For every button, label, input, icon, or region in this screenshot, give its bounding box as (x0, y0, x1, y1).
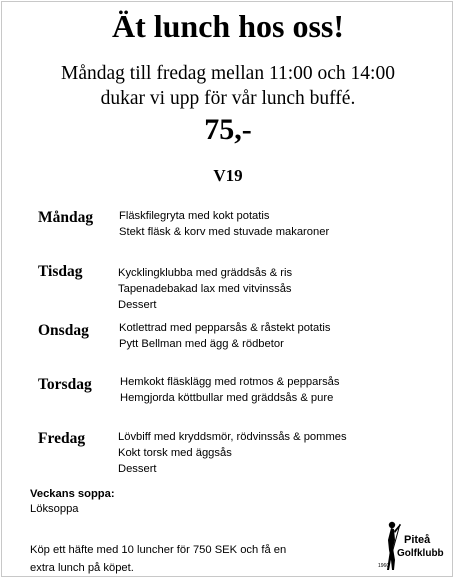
day-friday: Fredag (38, 430, 86, 447)
soup-label: Veckans soppa: (30, 488, 115, 500)
day-tuesday: Tisdag (38, 263, 83, 280)
price: 75,- (204, 113, 252, 146)
dish-friday-1: Lövbiff med kryddsmör, rödvinssås & pommes (118, 431, 347, 443)
day-monday: Måndag (38, 209, 94, 226)
day-thursday: Torsdag (38, 376, 92, 393)
day-wednesday: Onsdag (38, 322, 89, 339)
dish-tuesday-3: Dessert (118, 299, 157, 311)
page-title: Ät lunch hos oss! (111, 8, 345, 44)
dish-tuesday-1: Kycklingklubba med gräddsås & ris (118, 267, 293, 279)
logo-year: 1960 (378, 563, 390, 569)
offer-line-1: Köp ett häfte med 10 luncher för 750 SEK och få en (30, 544, 287, 556)
dish-friday-2: Kokt torsk med äggsås (118, 447, 232, 459)
dish-wednesday-1: Kotlettrad med pepparsås & råstekt potatis (119, 322, 331, 334)
logo-line-1: Piteå (404, 534, 431, 546)
dish-thursday-2: Hemgjorda köttbullar med gräddsås & pure (120, 392, 334, 404)
week-number: V19 (213, 166, 243, 185)
offer-line-2: extra lunch på köpet. (30, 562, 134, 574)
pitea-golfklubb-logo (378, 520, 444, 572)
dish-thursday-1: Hemkokt fläsklägg med rotmos & pepparsås (120, 376, 340, 388)
logo-line-2: Golfklubb (397, 548, 444, 559)
soup-value: Löksoppa (30, 503, 79, 515)
dish-monday-1: Fläskfilegryta med kokt potatis (119, 210, 270, 222)
dish-tuesday-2: Tapenadebakad lax med vitvinssås (118, 283, 292, 295)
dish-friday-3: Dessert (118, 463, 157, 475)
dish-monday-2: Stekt fläsk & korv med stuvade makaroner (119, 226, 330, 238)
intro-line-1: Måndag till fredag mellan 11:00 och 14:00 (61, 63, 395, 84)
intro-line-2: dukar vi upp för vår lunch buffé. (100, 88, 356, 109)
dish-wednesday-2: Pytt Bellman med ägg & rödbetor (119, 338, 284, 350)
